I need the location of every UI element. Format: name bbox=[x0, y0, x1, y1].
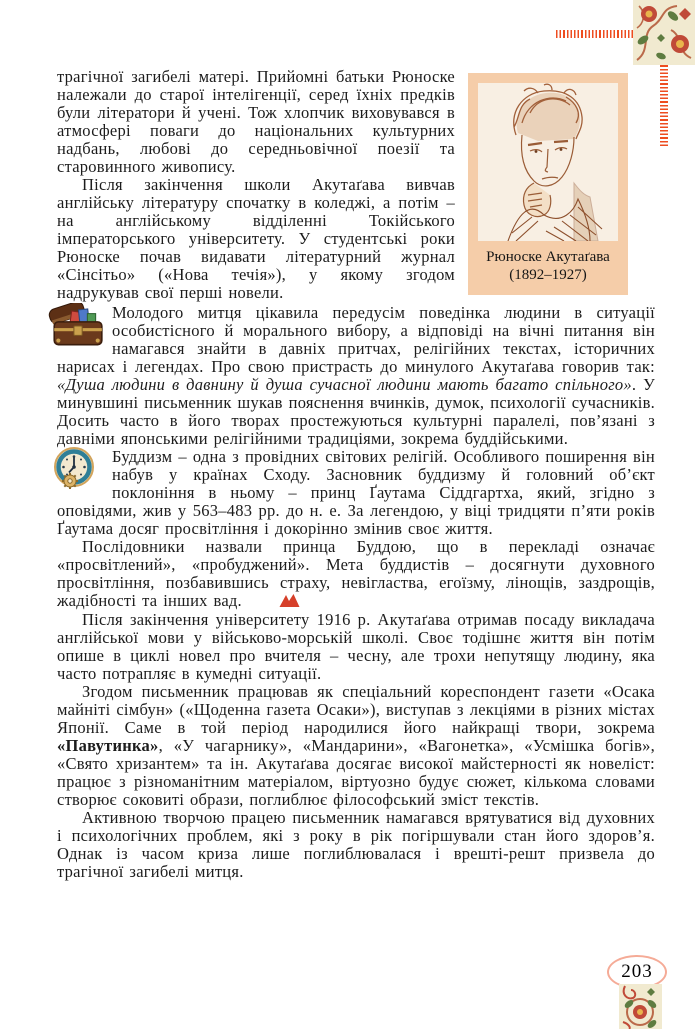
text-segment: . У минувшині письменник шукав пояснення вчинків, думок, психології сучасників. Досить часто в його творах простежуються культурні паралелі, пов’язані з давніми японськими релігійними традиціями, зокрема буддійськими. bbox=[57, 375, 656, 448]
intro-text-block bbox=[57, 68, 455, 304]
text-segment: Послідовники назвали принца Буддою, що в перекладі означає «просвітлений», «пробуджений». Мета буддистів – досягнути духовного просвітління, позбавившись страху, невігластва, егоїзму, лінощів, заздрощів, жадібності та інших вад. bbox=[57, 537, 655, 610]
text-segment: , «У чагарнику», «Мандарини», «Вагонетка», «Усмішка богів», «Свято хризантем» та ін. Акутаґава досягає високої майстерності як новеліст: працює з різноманітним матеріалом, віртуозно будує сюжет, кількома словами створює соковиті образи, поглиблює філософський зміст текстів. bbox=[57, 736, 655, 809]
text-segment: «Душа людини в давнину й душа сучасної людини мають багато спільного» bbox=[57, 375, 632, 394]
paragraph-final bbox=[57, 809, 655, 881]
dashed-rule-horizontal bbox=[556, 30, 634, 38]
caption-name: Рюноске Акутаґава bbox=[486, 249, 610, 265]
treasure-chest-icon bbox=[48, 304, 108, 341]
clock-icon bbox=[48, 448, 108, 485]
paragraph-chest-insert bbox=[57, 304, 655, 448]
caption-years: (1892–1927) bbox=[509, 267, 587, 283]
text-segment: «Павутинка» bbox=[57, 736, 159, 755]
text-segment: Буддизм – одна з провідних світових релігій. Особливого поширення він набув у країнах Сходу. Засновник буддизму й головний об’єкт поклоніння в ньому – принц Ґаутама Сіддгартха, який, згідно з оповідями, жив у 563–483 рр. до н. е. За легендою, у віці тридцяти п’яти років Ґаутама досяг просвітління і докорінно змінив своє життя. bbox=[57, 447, 655, 538]
bottom-ornament bbox=[619, 984, 662, 1029]
paragraph-buddhism-1 bbox=[57, 448, 655, 538]
paragraph-buddhism-2 bbox=[57, 538, 655, 611]
text-segment: Згодом письменник працював як спеціальний кореспондент газети «Осака майніті сімбун» («Щоденна газета Осаки»), виступав з лекціями в різних містах Японії. Саме в той період народилися його найкращі твори, зокрема bbox=[57, 682, 655, 737]
text-segment: Після закінчення школи Акутаґава вивчав англійську літературу спочатку в коледжі, а потім – на англійському відділенні Токійського імператорського університету. У студентські роки Рюноске почав видавати літературний журнал «Сінсітьо» («Нова течія»), у якому згодом надрукував свої перші новели. bbox=[57, 175, 455, 302]
text-segment: трагічної загибелі матері. Прийомні батьки Рюноске належали до старої інтелігенції, серед їхніх предків були літератори й учені. Тож хлопчик виховувався в атмосфері поваги до національних культурних надбань, любові до середньовічної поезії та старовинного живопису. bbox=[57, 67, 455, 176]
main-text-block bbox=[57, 304, 655, 881]
text-segment: Активною творчою працею письменник намагався врятуватися від духовних і психологічних проблем, які з року в рік погіршували стан його здоров’я. Однак із часом криза лише поглиблювалася і врешті-решт призвела до трагічної загибелі митця. bbox=[57, 808, 655, 881]
paragraph-biography-1 bbox=[57, 68, 455, 176]
page-number: 203 bbox=[621, 961, 653, 982]
corner-ornament bbox=[633, 0, 695, 65]
paragraph-correspondent bbox=[57, 683, 655, 809]
text-segment: Молодого митця цікавила передусім поведінка людини в ситуації особистісного й морального вибору, а відповіді на вічні питання він намагався знайти в давніх притчах, релігійних текстах, історичних нарисах і легендах. Про свою пристрасть до минулого Акутаґава говорив так: bbox=[57, 303, 655, 376]
text-segment: Після закінчення університету 1916 р. Акутаґава отримав посаду викладача англійської мови у військово-морській школі. Своє тодішнє життя він потім опише в циклі новел про вчителя – чесну, але трохи непутящу людину, яка часто потрапляє в кумедні ситуації. bbox=[57, 610, 655, 683]
paragraph-biography-2 bbox=[57, 176, 455, 302]
paragraph-university bbox=[57, 611, 655, 683]
red-double-arrow-marker bbox=[254, 593, 300, 611]
dashed-rule-vertical bbox=[660, 65, 668, 146]
text-area bbox=[57, 68, 655, 881]
